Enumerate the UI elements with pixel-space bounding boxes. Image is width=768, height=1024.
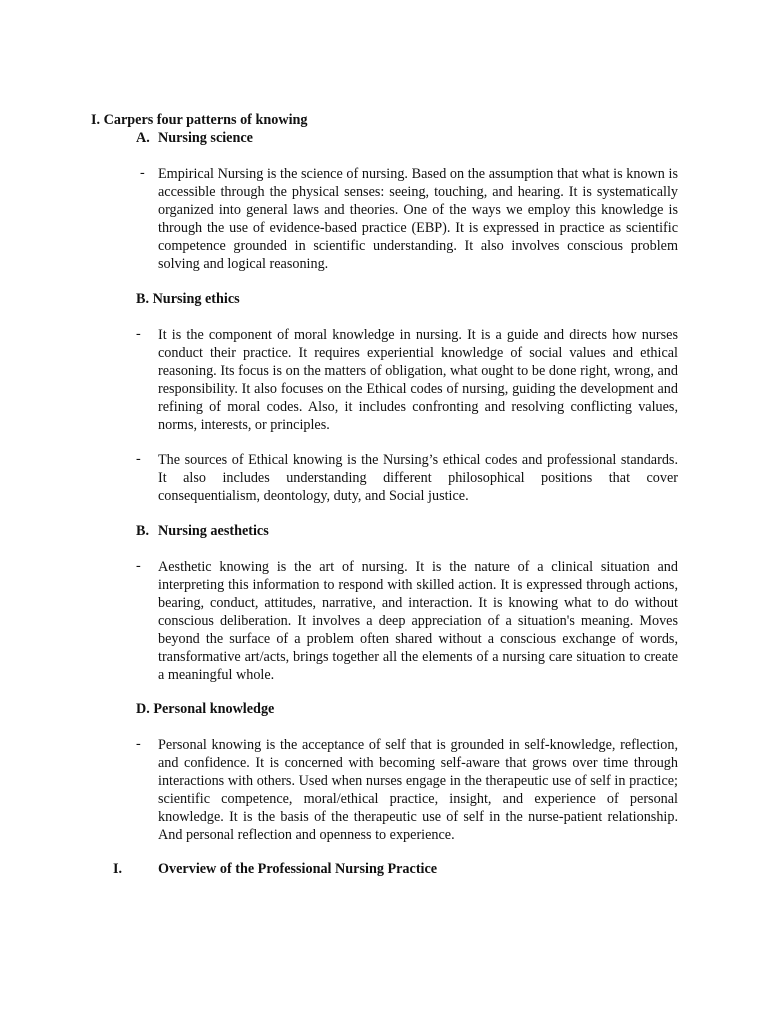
bullet-dash: - — [140, 165, 145, 181]
list-item — [136, 558, 678, 684]
bullet-text: Personal knowing is the acceptance of self that is grounded in self-knowledge, reflection, and confidence. It is concerned with becoming self-aware that grows over time through interactions with others. Used when nurses engage in the therapeutic use of self in practice; scientific competence, moral/ethical practice, insight, and experience of personal knowledge. It is the basis of the therapeutic use of self in the nurse-patient relationship. And personal reflection and openness to experience. — [158, 737, 678, 843]
list-item — [136, 451, 678, 505]
section-heading-nursing-ethics — [136, 291, 240, 308]
bullet-text: It is the component of moral knowledge in nursing. It is a guide and directs how nurses conduct their practice. It requires experiential knowledge of social values and ethical reasoning. Its focus is on the matters of obligation, what ought to be done right, wrong, and responsibility. It also focuses on the Ethical codes of nursing, guiding the development and refining of moral codes. Also, it includes confronting and resolving conflicting values, norms, interests, or principles. — [158, 327, 678, 433]
bullet-text: Aesthetic knowing is the art of nursing. It is the nature of a clinical situation and interpreting this information to respond with skilled action. It is expressed through actions, bearing, conduct, attitudes, narrative, and interaction. It is knowing what to do without conscious deliberation. It involves a deep appreciation of a situation's meaning. Moves beyond the surface of a problem often shared without a conscious exchange of words, transformative art/acts, brings together all the elements of a nursing care situation to create a meaningful whole. — [158, 559, 678, 683]
list-item — [136, 165, 678, 273]
section-letter: D. — [136, 701, 150, 717]
bullet-dash: - — [136, 326, 141, 342]
bullet-text: The sources of Ethical knowing is the Nursing’s ethical codes and professional standards. It also includes understanding different philosophical positions that cover consequentialism, deontology, duty, and Social justice. — [158, 452, 678, 504]
section-letter: B. — [136, 291, 150, 307]
section-heading-nursing-science — [136, 130, 253, 147]
bullet-dash: - — [136, 451, 141, 467]
list-item — [136, 326, 678, 434]
section-name: Nursing ethics — [152, 291, 240, 307]
list-item — [136, 736, 678, 844]
section-name: Nursing science — [158, 130, 253, 146]
section-name: Personal knowledge — [153, 701, 275, 717]
overview-numeral: I. — [113, 861, 123, 877]
section-letter: A. — [136, 130, 150, 146]
bullet-dash: - — [136, 736, 141, 752]
document-title: I. Carpers four patterns of knowing — [91, 112, 308, 128]
section-letter: B. — [136, 523, 150, 539]
section-heading-personal-knowledge — [136, 701, 274, 718]
overview-heading: Overview of the Professional Nursing Practice — [158, 861, 438, 877]
section-name: Nursing aesthetics — [158, 523, 269, 539]
section-heading-nursing-aesthetics — [136, 523, 269, 540]
bullet-text: Empirical Nursing is the science of nursing. Based on the assumption that what is known is accessible through the physical senses: seeing, touching, and hearing. It is systematically organized into general laws and theories. One of the ways we employ this knowledge is through the use of evidence-based practice (EBP). It is expressed in practice as scientific competence grounded in scientific understanding. It also involves conscious problem solving and logical reasoning. — [158, 166, 678, 272]
bullet-dash: - — [136, 558, 141, 574]
